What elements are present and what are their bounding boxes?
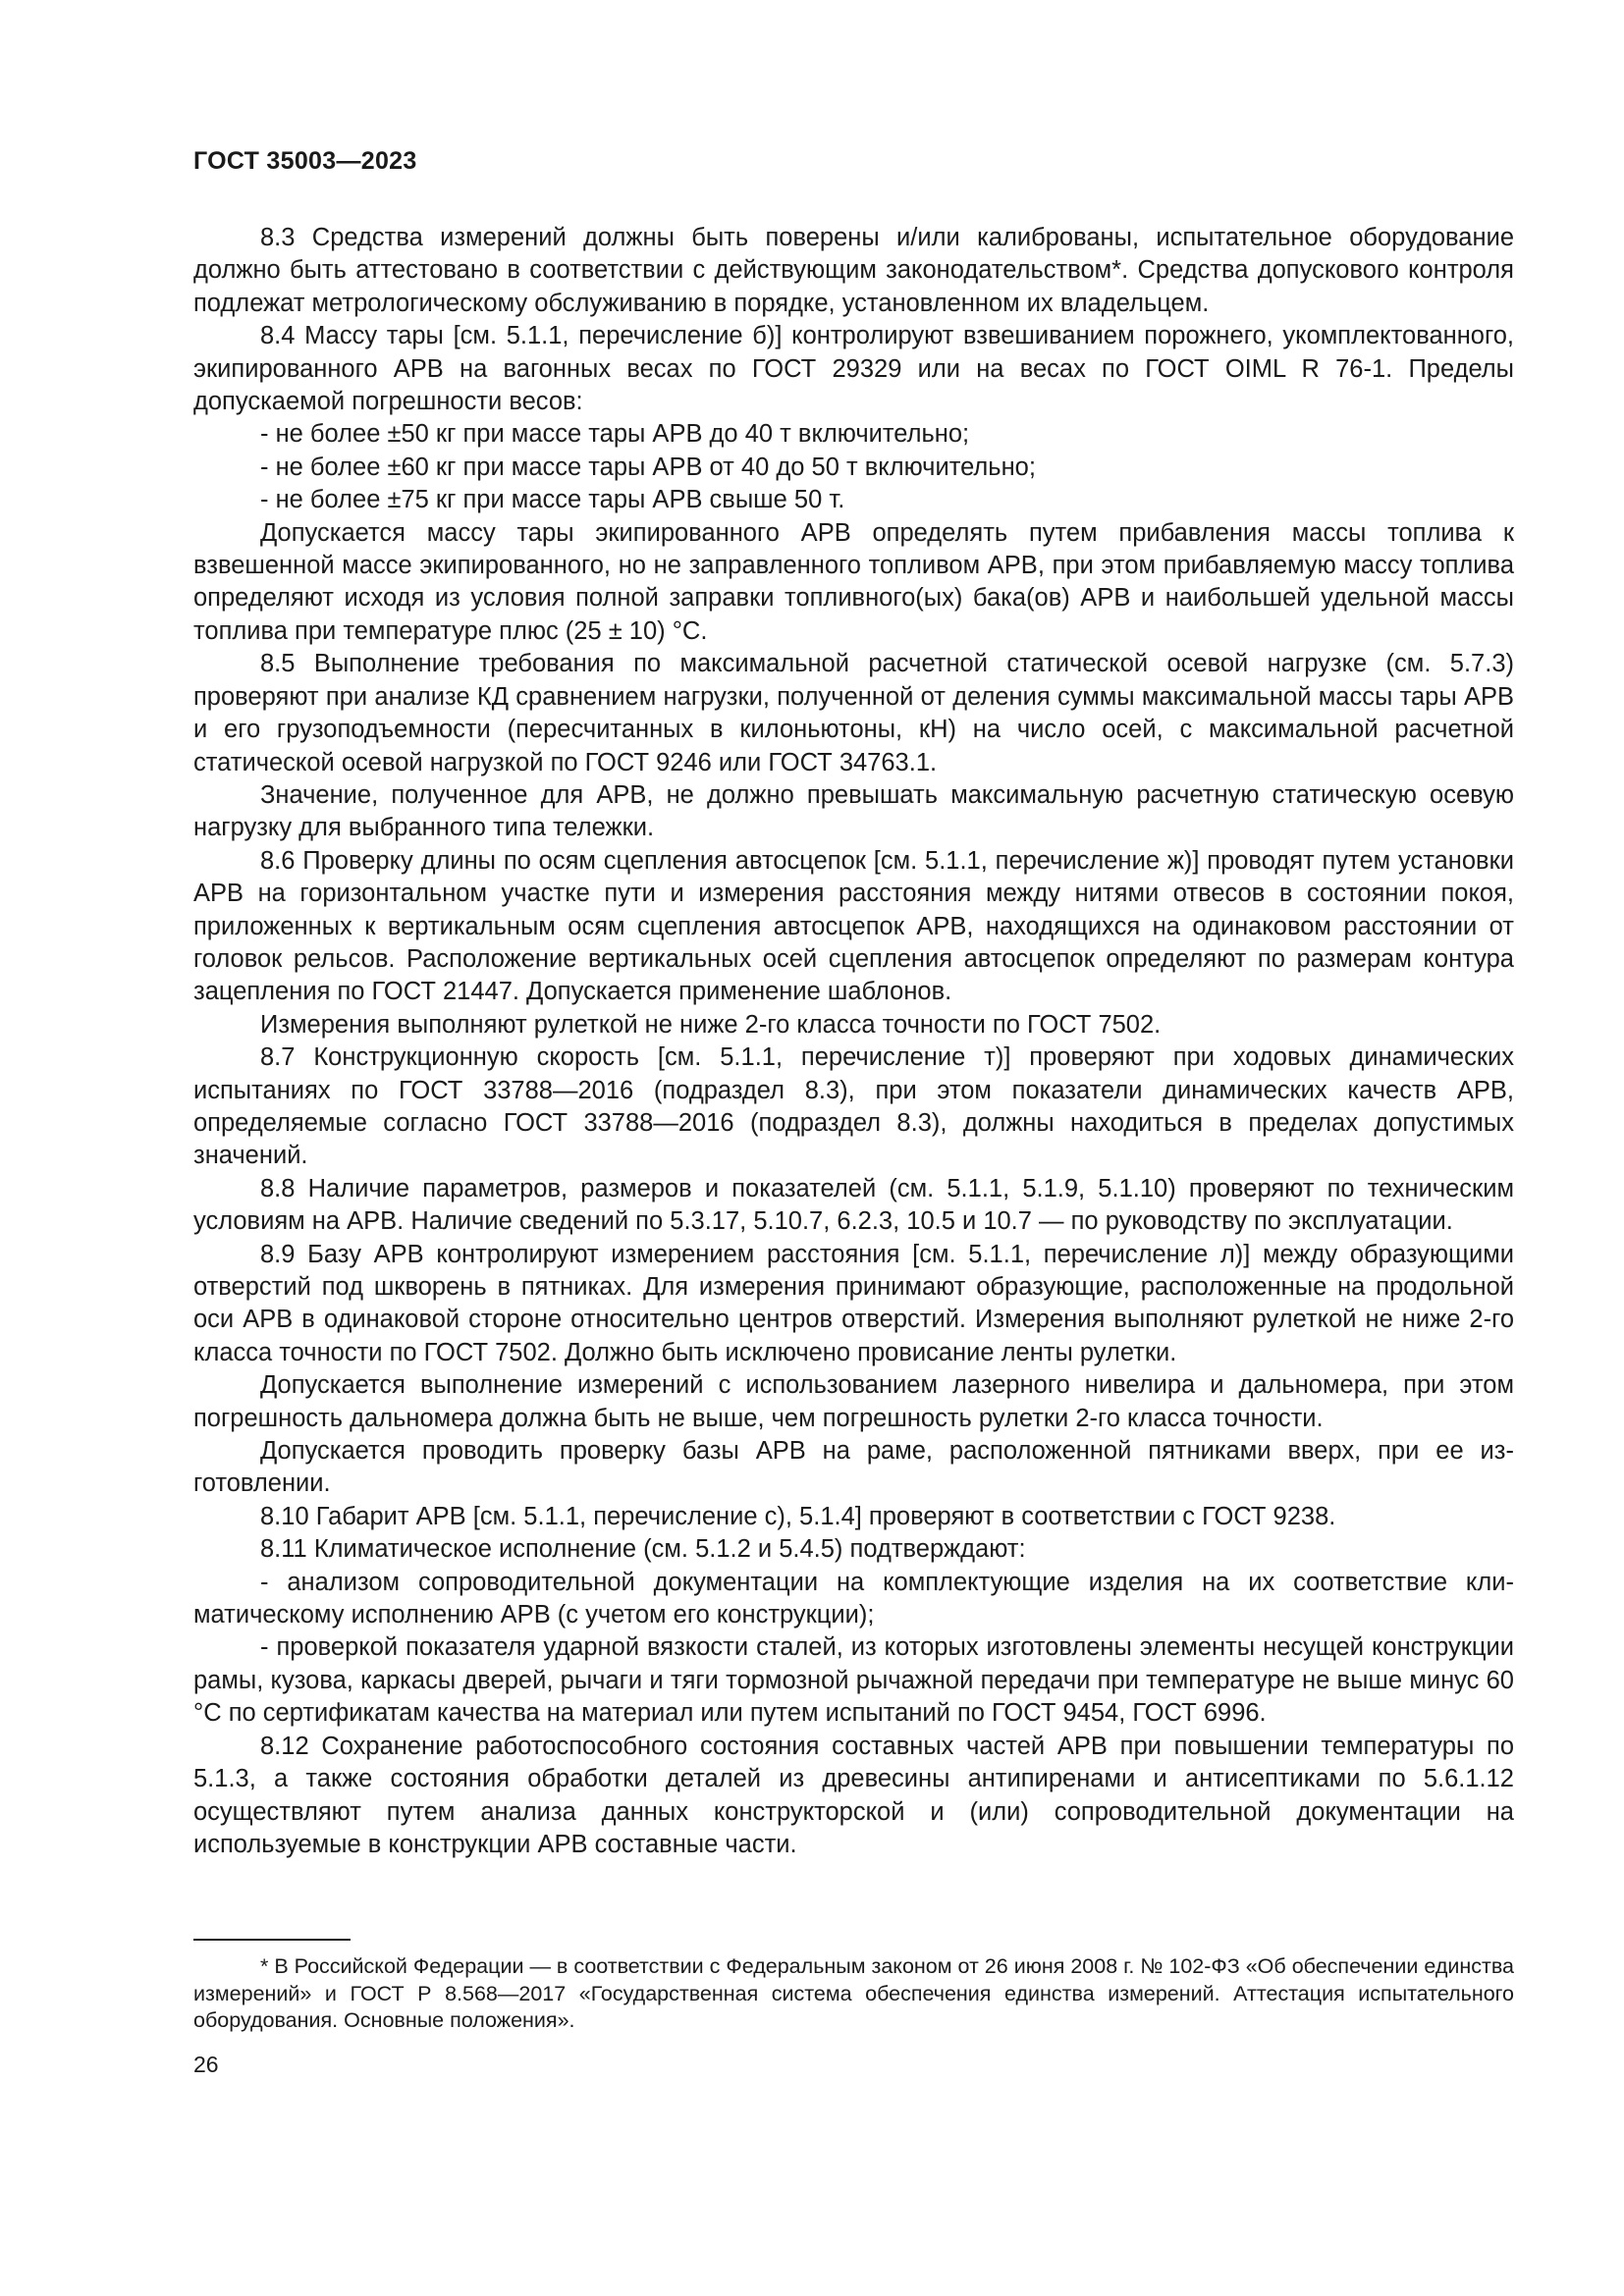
list-item: - не более ±75 кг при массе тары АРВ свыше 50 т.	[260, 486, 845, 514]
paragraph-8-10: 8.10 Габарит АРВ [см. 5.1.1, перечисление с), 5.1.4] проверяют в соответствии с ГОСТ 9238.	[260, 1502, 1336, 1530]
paragraph-8-8: 8.8 Наличие параметров, размеров и показателей (см. 5.1.1, 5.1.9, 5.1.10) проверяют по техническим условиям на АРВ. Наличие сведений по 5.3.17, 5.10.7, 6.2.3, 10.5 и 10.7 — по руководству по эксплуатации.	[193, 1174, 1514, 1236]
paragraph: Измерения выполняют рулеткой не ниже 2-го класса точности по ГОСТ 7502.	[260, 1010, 1162, 1039]
list-item: - не более ±50 кг при массе тары АРВ до 40 т включительно;	[260, 420, 970, 449]
document-header: ГОСТ 35003—2023	[193, 147, 417, 175]
paragraph-8-5: 8.5 Выполнение требования по максимальной расчетной статической осевой нагрузке (см. 5.7.3) проверяют при анализе КД сравнением нагрузки, полученной от деления суммы максимальной массы тары АРВ и его грузоподъемности (пересчитанных в килоньютоны, кН) на число осей, с максимальной расчетной статической осевой нагрузкой по ГОСТ 9246 или ГОСТ 34763.1.	[193, 650, 1514, 776]
paragraph: Допускается выполнение измерений с использованием лазерного нивелира и дальномера, при этом погрешность дальномера должна быть не выше, чем погрешность рулетки 2-го класса точности.	[193, 1371, 1514, 1432]
paragraph: Допускается массу тары экипированного АРВ определять путем прибавления массы топлива к взвешенной массе экипированного, но не заправленного топливом АРВ, при этом прибавляемую массу топлива определяют исходя из условия полной заправки топливного(ых) бака(ов) АРВ и наибольшей удельной массы топлива при температуре плюс (25 ± 10) °С.	[193, 518, 1514, 645]
footnote: * В Российской Федерации — в соответствии с Федеральным законом от 26 июня 2008 г. № 102-ФЗ «Об обеспечении единства измерений» и ГОСТ Р 8.568—2017 «Государственная система обеспечения единства измерений. Аттестация испытательного оборудования. Основные положения».	[193, 1954, 1514, 2032]
list-item: - анализом сопроводительной документации на комплектующие изделия на их соответствие климатическому исполнению АРВ (с учетом его конструкции);	[193, 1568, 1514, 1629]
paragraph-8-6: 8.6 Проверку длины по осям сцепления автосцепок [см. 5.1.1, перечисление ж)] проводят путем установки АРВ на горизонтальном участке пути и измерения расстояния между нитями отвесов в состоянии покоя, приложенных к вертикальным осям сцепления автосцепок АРВ, находящихся на одинаковом расстоянии от головок рельсов. Расположение вертикальных осей сцепления автосцепок определяют по размерам контура зацепления по ГОСТ 21447. Допускается применение шаблонов.	[193, 846, 1514, 1006]
footnote-divider	[193, 1939, 351, 1941]
paragraph: Значение, полученное для АРВ, не должно превышать максимальную расчетную статическую осевую нагрузку для выбранного типа тележки.	[193, 780, 1514, 842]
paragraph-8-12: 8.12 Сохранение работоспособного состояния составных частей АРВ при повышении температуры по 5.1.3, а также состояния обработки деталей из древесины антипиренами и антисептиками по 5.6.1.12 осуществляют путем анализа данных конструкторской и (или) сопроводительной документации на используемые в конструкции АРВ составные части.	[193, 1732, 1514, 1858]
paragraph-8-3: 8.3 Средства измерений должны быть поверены и/или калиброваны, испытательное оборудование должно быть аттестовано в соответствии с действующим законодательством*. Средства допускового контроля подлежат метрологическому обслуживанию в порядке, установленном их владельцем.	[193, 224, 1514, 317]
page-number: 26	[193, 2052, 219, 2077]
paragraph-8-9: 8.9 Базу АРВ контролируют измерением расстояния [см. 5.1.1, перечисление л)] между образующими отверстий под шкворень в пятниках. Для измерения принимают образующие, расположенные на продольной оси АРВ в одинаковой стороне относительно центров отверстий. Измерения выполняют рулеткой не ниже 2-го класса точности по ГОСТ 7502. Должно быть исключено провисание ленты рулетки.	[193, 1240, 1514, 1366]
paragraph-8-7: 8.7 Конструкционную скорость [см. 5.1.1, перечисление т)] проверяют при ходовых динамических испытаниях по ГОСТ 33788—2016 (подраздел 8.3), при этом показатели динамических качеств АРВ, определяемые согласно ГОСТ 33788—2016 (подраздел 8.3), должны находиться в пределах допустимых значений.	[193, 1043, 1514, 1170]
paragraph-8-4: 8.4 Массу тары [см. 5.1.1, перечисление б)] контролируют взвешиванием порожнего, укомплектованного, экипированного АРВ на вагонных весах по ГОСТ 29329 или на весах по ГОСТ OIML R 76-1. Пределы допускаемой погрешности весов:	[193, 322, 1514, 416]
list-item: - проверкой показателя ударной вязкости сталей, из которых изготовлены элементы несущей конструкции рамы, кузова, каркасы дверей, рычаги и тяги тормозной рычажной передачи при температуре не выше минус 60 °С по сертификатам качества на материал или путем испытаний по ГОСТ 9454, ГОСТ 6996.	[193, 1633, 1514, 1728]
body-text	[193, 222, 1514, 1861]
paragraph-8-11: 8.11 Климатическое исполнение (см. 5.1.2 и 5.4.5) подтверждают:	[260, 1535, 1026, 1564]
paragraph: Допускается проводить проверку базы АРВ на раме, расположенной пятниками вверх, при ее изготовлении.	[193, 1437, 1514, 1498]
list-item: - не более ±60 кг при массе тары АРВ от 40 до 50 т включительно;	[260, 453, 1036, 481]
